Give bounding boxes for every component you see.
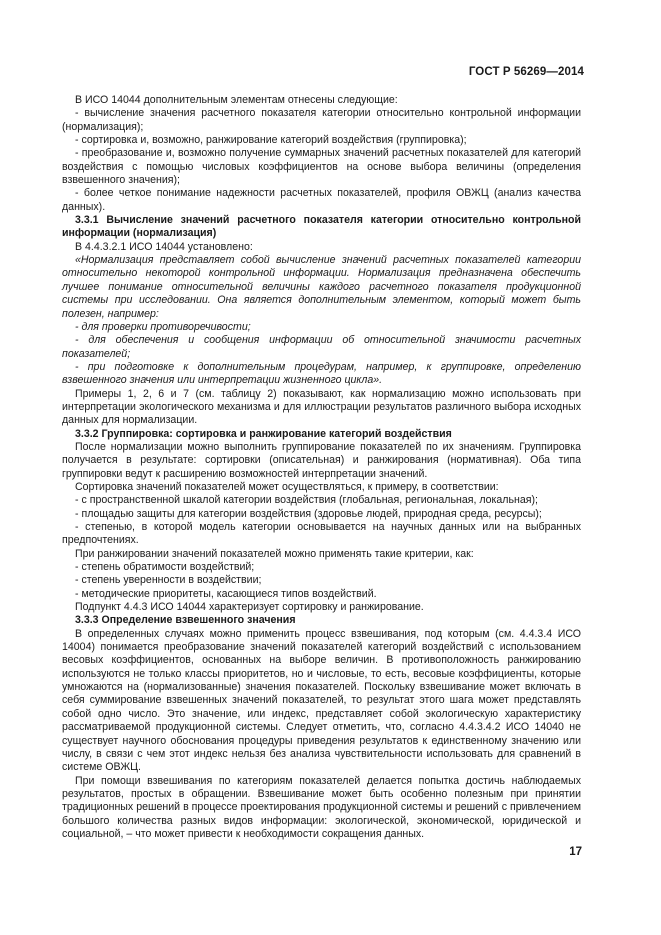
standard-designation: ГОСТ Р 56269—2014: [468, 66, 584, 78]
page-number: 17: [569, 846, 582, 858]
section-heading-3-3-3: 3.3.3 Определение взвешенного значения: [75, 614, 296, 627]
list-item: - степенью, в которой модель категории основывается на научных данных или на выбранных предпочтениях.: [62, 521, 581, 547]
section-heading-3-3-1: 3.3.1 Вычисление значений расчетного показателя категории относительно контрольной информации (нормализация): [62, 214, 581, 240]
paragraph: При помощи взвешивания по категориям показателей делается попытка достичь наблюдаемых результатов, простых в обращении. Взвешивание может быть особенно полезным при принятии традиционных решений в процессе проектирования продукционной системы и решений с привлечением большого количества разных видов информации: экологической, экономической, юридической и социальной, – что может привести к необходимости сокращения данных.: [62, 774, 581, 840]
list-item: - с пространственной шкалой категории воздействия (глобальная, региональная, локальная);: [75, 494, 538, 507]
list-item: - сортировка и, возможно, ранжирование категорий воздействия (группировка);: [75, 134, 467, 147]
paragraph: Подпункт 4.4.3 ИСО 14044 характеризует сортировку и ранжирование.: [75, 601, 424, 614]
paragraph: При ранжировании значений показателей можно применять такие критерии, как:: [75, 547, 474, 560]
quote-list-item: - при подготовке к дополнительным процедурам, например, к группировке, определению взвешенного значения или интерпретации жизненного цикла».: [62, 360, 581, 387]
document-body: [62, 94, 581, 841]
paragraph: После нормализации можно выполнить группирование показателей по их значениям. Группировка получается в результате: сортировки (описательная) и ранжирования (нормативная). Оба типа группировки ведут к расширению возможностей интерпретации значений.: [62, 440, 581, 480]
list-item: - вычисление значения расчетного показателя категории относительно контрольной информации (нормализация);: [62, 107, 581, 133]
list-item: - преобразование и, возможно получение суммарных значений расчетных показателей для категорий воздействия с помощью числовых коэффициентов на основе выбора величины (определения взвешенного значения);: [62, 147, 581, 187]
quote-list-item: - для обеспечения и сообщения информации об относительной значимости расчетных показателей;: [62, 334, 581, 360]
paragraph: В определенных случаях можно применить процесс взвешивания, под которым (см. 4.4.3.4 ИСО 14004) понимается преобразование значений показателей категорий воздействий с использованием весовых коэффициентов, основанных на выборе величин. В противоположность ранжированию используются не только классы приоритетов, но и числовые, то есть, весовые коэффициенты, которые умножаются на (нормализованные) значения показателей. Поскольку взвешивание может включать в себя суммирование взвешенных значений показателей, то результат этого шага может представлять собой одно число. Это значение, или индекс, представляет собой экологическую характеристику рассматриваемой продукционной системы. Следует отметить, что, согласно 4.4.3.4.2 ИСО 14040 не существует научного обоснования процедуры приведения результатов к единственному значению или числу, в связи с чем этот индекс нельзя без анализа чувствительности использовать для сравнений в системе ОВЖЦ.: [62, 627, 581, 774]
list-item: - более четкое понимание надежности расчетных показателей, профиля ОВЖЦ (анализ качества данных).: [62, 187, 581, 213]
quote-list-item: - для проверки противоречивости;: [75, 320, 251, 333]
paragraph: Сортировка значений показателей может осуществляться, к примеру, в соответствии:: [75, 480, 499, 493]
paragraph: В 4.4.3.2.1 ИСО 14044 установлено:: [75, 240, 253, 253]
list-item: - степень обратимости воздействий;: [75, 561, 255, 574]
section-heading-3-3-2: 3.3.2 Группировка: сортировка и ранжирование категорий воздействия: [75, 427, 452, 440]
list-item: - степень уверенности в воздействии;: [75, 574, 262, 587]
list-item: - методические приоритеты, касающиеся типов воздействий.: [75, 587, 377, 600]
paragraph: Примеры 1, 2, 6 и 7 (см. таблицу 2) показывают, как нормализацию можно использовать при интерпретации экологического механизма и для иллюстрации результатов различного выбора исходных данных для нормализации.: [62, 387, 581, 427]
list-item: - площадью защиты для категории воздействия (здоровье людей, природная среда, ресурсы);: [75, 507, 542, 520]
paragraph: В ИСО 14044 дополнительным элементам отнесены следующие:: [75, 94, 398, 106]
quote-paragraph: «Нормализация представляет собой вычисление значений расчетных показателей категории относительно некоторой контрольной информации. Нормализация предназначена обеспечить лучшее понимание относительной величины каждого расчетного показателя продукционной системы при исследовании. Она является дополнительным элементом, который может быть полезен, например:: [62, 254, 581, 320]
